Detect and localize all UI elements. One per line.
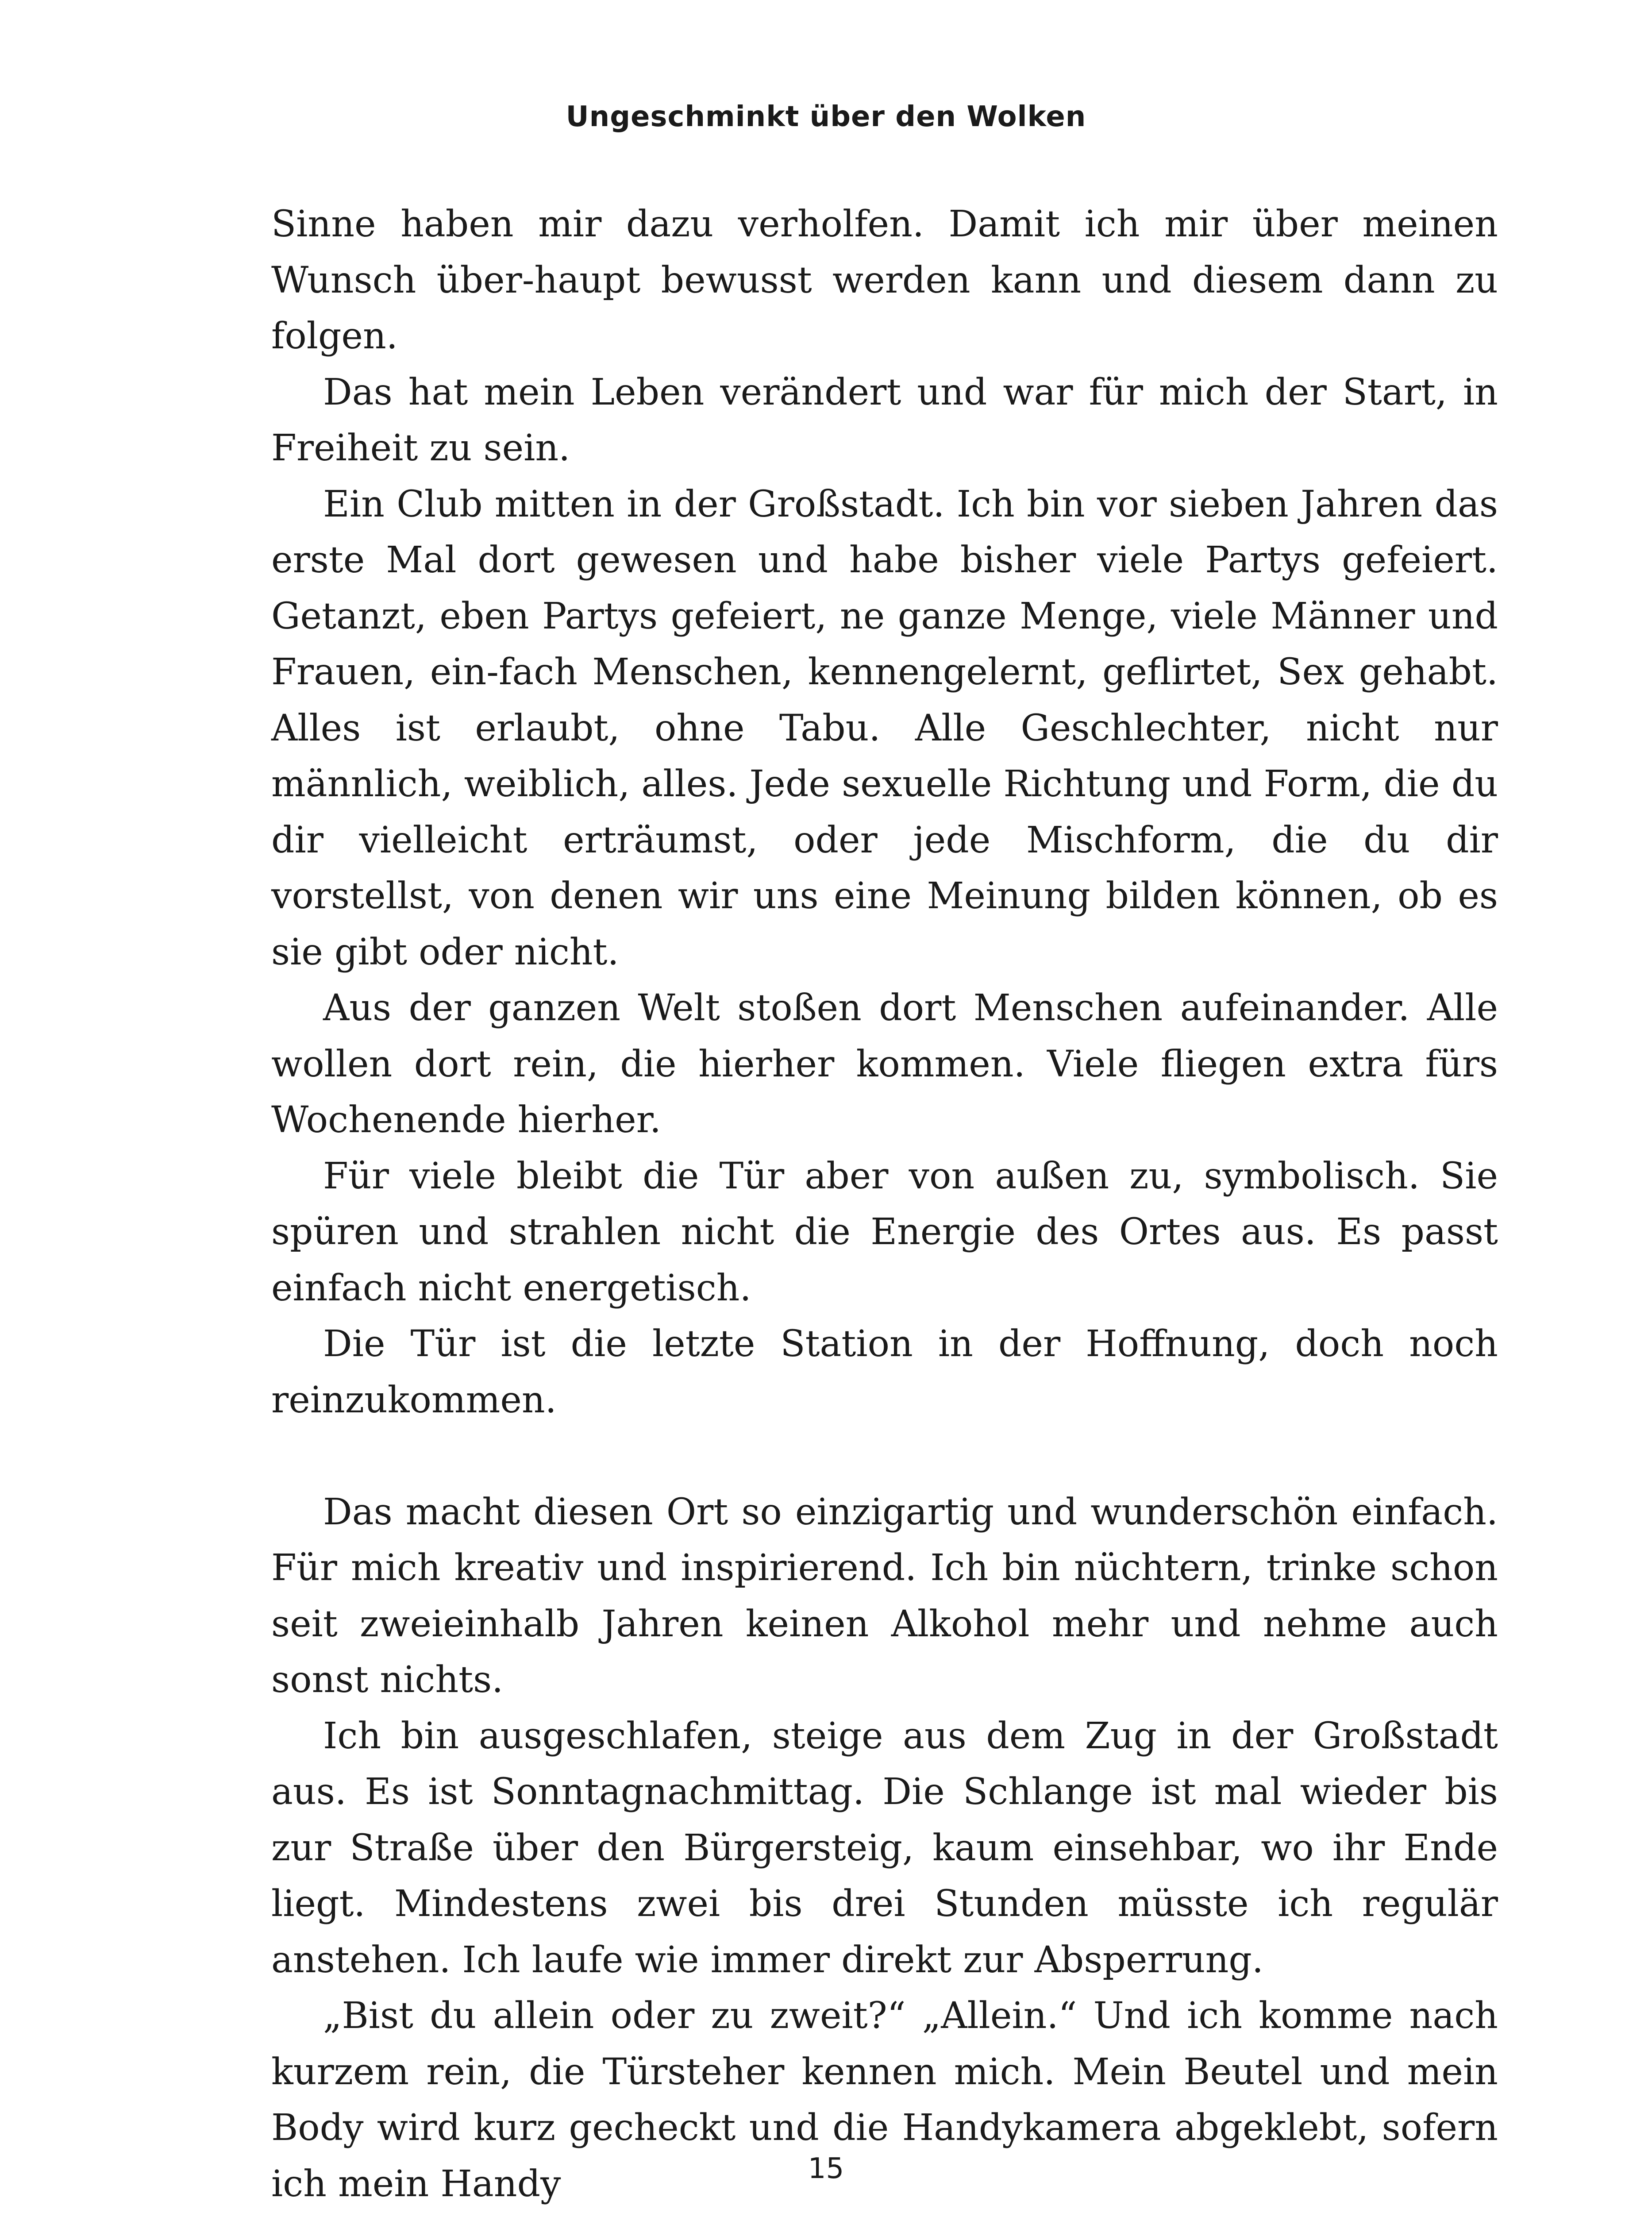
- paragraph-4: Aus der ganzen Welt stoßen dort Menschen aufeinander. Alle wollen dort rein, die hierher kommen. Viele fliegen extra fürs Wochenende hierher.: [271, 987, 1498, 1141]
- paragraph-6: Die Tür ist die letzte Station in der Hoffnung, doch noch reinzukommen.: [271, 1323, 1498, 1421]
- paragraph-5: Für viele bleibt die Tür aber von außen zu, symbolisch. Sie spüren und strahlen nicht die Energie des Ortes aus. Es passt einfach nicht energetisch.: [271, 1155, 1498, 1309]
- section-break: [271, 1428, 1498, 1484]
- paragraph-7: Das macht diesen Ort so einzigartig und wunderschön einfach. Für mich kreativ und inspirierend. Ich bin nüchtern, trinke schon seit zweieinhalb Jahren keinen Alkohol mehr und nehme auch sonst nichts.: [271, 1491, 1498, 1701]
- paragraph-3: Ein Club mitten in der Großstadt. Ich bin vor sieben Jahren das erste Mal dort gewesen und habe bisher viele Partys gefeiert. Getanzt, eben Partys gefeiert, ne ganze Menge, viele Männer und Frauen, ein-fach Menschen, kennengelernt, geflirtet, Sex gehabt. Alles ist erlaubt, ohne Tabu. Alle Geschlechter, nicht nur männlich, weiblich, alles. Jede sexuelle Richtung und Form, die du dir vielleicht erträumst, oder jede Mischform, die du dir vorstellst, von denen wir uns eine Meinung bilden können, ob es sie gibt oder nicht.: [271, 483, 1498, 973]
- paragraph-8: Ich bin ausgeschlafen, steige aus dem Zug in der Großstadt aus. Es ist Sonntagnachmittag. Die Schlange ist mal wieder bis zur Straße über den Bürgersteig, kaum einsehbar, wo ihr Ende liegt. Mindestens zwei bis drei Stunden müsste ich regulär anstehen. Ich laufe wie immer direkt zur Absperrung.: [271, 1715, 1498, 1981]
- running-title: Ungeschminkt über den Wolken: [566, 100, 1086, 133]
- body-text: [271, 197, 1498, 2212]
- paragraph-2: Das hat mein Leben verändert und war für mich der Start, in Freiheit zu sein.: [271, 371, 1498, 469]
- paragraph-9: „Bist du allein oder zu zweit?“ „Allein.“ Und ich komme nach kurzem rein, die Türsteher kennen mich. Mein Beutel und mein Body wird kurz gecheckt und die Handykamera abgeklebt, sofern ich mein Handy: [271, 1995, 1498, 2205]
- page-number: 15: [808, 2152, 844, 2185]
- paragraph-1: Sinne haben mir dazu verholfen. Damit ich mir über meinen Wunsch über-haupt bewusst werden kann und diesem dann zu folgen.: [271, 203, 1498, 357]
